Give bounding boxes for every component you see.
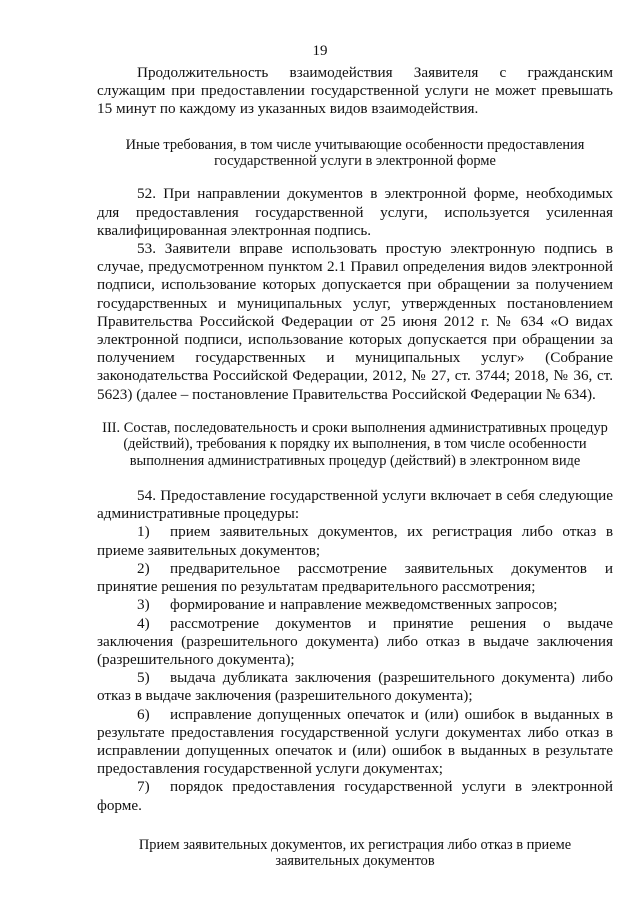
procedure-item-3 [97, 596, 613, 614]
section-heading-iii: III. Состав, последовательность и сроки выполнения административных процедур (действий), требования к порядку их выполнения, в том числе особенности выполнения административных процедур (действий) в электронном виде [102, 419, 608, 469]
procedure-item-1 [97, 523, 613, 559]
procedure-item-7 [97, 778, 613, 814]
procedure-item-2 [97, 560, 613, 596]
procedure-number: 5) [137, 669, 150, 687]
procedure-text: рассмотрение документов и принятие решения о выдаче заключения (разрешительного документа) либо отказ в выдаче заключения (разрешительного документа); [97, 614, 613, 668]
procedure-text: порядок предоставления государственной услуги в электронной форме. [97, 778, 613, 814]
procedure-text: предварительное рассмотрение заявительных документов и принятие решения по результатам предварительного рассмотрения; [97, 559, 613, 596]
procedure-number: 6) [137, 705, 150, 723]
procedure-number: 1) [137, 523, 150, 541]
page-content [97, 64, 613, 870]
procedure-text: исправление допущенных опечаток и (или) ошибок в выданных в результате предоставления государственной услуги документах либо отказ в исправлении допущенных опечаток и (или) ошибок в выданных в результате предоставления государственной услуги документах; [97, 705, 613, 778]
heading-reception: Прием заявительных документов, их регистрация либо отказ в приеме заявительных документов [138, 836, 572, 870]
paragraph-53: 53. Заявители вправе использовать простую электронную подпись в случае, предусмотренном пунктом 2.1 Правил определения видов электронной подписи, использование которых допускается при обращении за получением государственных и муниципальных услуг, утвержденных постановлением Правительства Российской Федерации от 25 июня 2012 г. № 634 «О видах электронной подписи, использование которых допускается при обращении за получением государственных и муниципальных услуг» (Собрание законодательства Российской Федерации, 2012, № 27, ст. 3744; 2018, № 36, ст. 5623) (далее – постановление Правительства Российской Федерации № 634). [97, 240, 613, 403]
intro-paragraph: Продолжительность взаимодействия Заявителя с гражданским служащим при предоставлении государственной услуги не может превышать 15 минут по каждому из указанных видов взаимодействия. [97, 64, 613, 118]
procedure-item-6 [97, 706, 613, 779]
procedure-text: выдача дубликата заключения (разрешительного документа) либо отказ в выдаче заключения (разрешительного документа); [97, 669, 613, 705]
procedure-item-4 [97, 615, 613, 670]
paragraph-54: 54. Предоставление государственной услуги включает в себя следующие административные процедуры: [97, 487, 613, 523]
procedure-number: 4) [137, 614, 150, 632]
page-number: 19 [312, 43, 328, 59]
heading-other-requirements: Иные требования, в том числе учитывающие особенности предоставления государственной услуги в электронной форме [125, 136, 585, 170]
procedure-number: 2) [137, 559, 150, 577]
procedure-text: прием заявительных документов, их регистрация либо отказ в приеме заявительных документов; [97, 523, 613, 559]
procedure-item-5 [97, 669, 613, 705]
paragraph-52: 52. При направлении документов в электронной форме, необходимых для предоставления государственной услуги, используется усиленная квалифицированная электронная подпись. [97, 185, 613, 239]
procedure-number: 7) [137, 778, 150, 796]
procedure-number: 3) [137, 596, 150, 614]
procedure-text: формирование и направление межведомственных запросов; [170, 596, 558, 614]
procedure-list [97, 523, 613, 814]
